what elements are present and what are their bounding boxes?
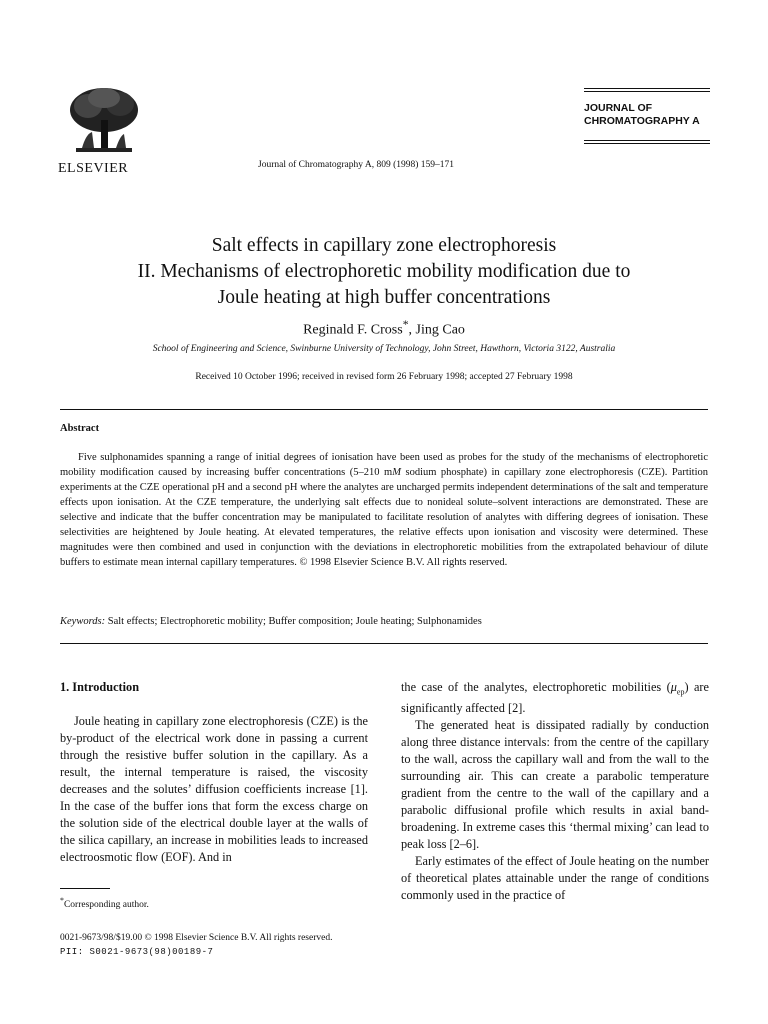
footnote-text: Corresponding author.	[63, 900, 149, 911]
intro-paragraph-1: Joule heating in capillary zone electrophoresis (CZE) is the by-product of the electrical work done in passing a current through the resistive buffer solution in the capillary. As a result, the internal temperature is raised, the viscosity decreases and the solutes’ diffusion coefficients increase [1]. In the case of the buffer ions that form the excess charge on the solution side of the electrical double layer at the walls of the silica capillary, an increase in mobilities leads to increased electroosmotic flow (EOF). And in	[60, 714, 368, 864]
para2-text-a: the case of the analytes, electrophoretic mobilities (	[401, 680, 671, 694]
publisher-name: ELSEVIER	[58, 161, 129, 176]
pii-value: S0021-9673(98)00189-7	[83, 947, 214, 957]
title-line-2: II. Mechanisms of electrophoretic mobility modification due to	[137, 261, 631, 282]
copyright-line: 0021-9673/98/$19.00 © 1998 Elsevier Science B.V. All rights reserved.	[60, 933, 333, 943]
mu-subscript: ep	[676, 687, 685, 697]
intro-paragraph-3: The generated heat is dissipated radially by conduction along three distance intervals: from the centre of the capillary to the wall, across the capillary wall and from the wall to the surrounding air. This can create a parabolic temperature gradient from the centre to the wall of the capillary and a parabolic diffusional profile which results in axial band-broadening. In extreme cases this ‘thermal mixing’ can lead to peak loss [2–6].	[401, 718, 709, 852]
abstract-text-1: Five sulphonamides spanning a range of initial degrees of ionisation have been used as probes for the study of the mechanisms of electrophoretic mobility modification caused by increasing buffer concentrations (5–210 m	[60, 452, 708, 478]
mu-symbol: μ	[670, 680, 677, 694]
elsevier-tree-icon	[66, 86, 142, 156]
elsevier-logo	[58, 86, 150, 177]
abstract-unit: M	[392, 467, 401, 478]
pii-line	[60, 945, 332, 959]
keywords-list: Salt effects; Electrophoretic mobility; Buffer composition; Joule heating; Sulphonamides	[105, 616, 482, 627]
keywords-label: Keywords:	[60, 616, 106, 627]
author-secondary: , Jing Cao	[408, 322, 465, 338]
left-column	[60, 679, 368, 866]
footnote-rule	[60, 888, 110, 889]
received-dates: Received 10 October 1996; received in revised form 26 February 1998; accepted 27 February 1998	[195, 372, 573, 382]
divider-bottom	[60, 643, 708, 644]
intro-paragraph-4: Early estimates of the effect of Joule heating on the number of theoretical plates attainable under the range of conditions commonly used in the practice of	[401, 854, 709, 903]
authors	[60, 318, 708, 339]
intro-paragraph-2	[401, 679, 709, 717]
journal-citation: Journal of Chromatography A, 809 (1998) 159–171	[258, 160, 455, 170]
author-primary: Reginald F. Cross	[303, 322, 403, 338]
corresponding-mark: *	[402, 318, 409, 331]
para2-text-b: ) are significantly affected [2].	[401, 680, 709, 716]
right-column	[401, 679, 709, 904]
journal-brand-line1: JOURNAL OF	[584, 102, 653, 114]
pii-label: PII:	[60, 947, 84, 957]
journal-brand-line2: CHROMATOGRAPHY A	[584, 115, 700, 127]
divider-top	[60, 409, 708, 410]
affiliation: School of Engineering and Science, Swinburne University of Technology, John Street, Hawthorn, Victoria 3122, Australia	[152, 344, 616, 354]
title-line-3: Joule heating at high buffer concentrations	[217, 287, 551, 308]
keywords	[60, 616, 708, 627]
article-title	[60, 233, 708, 311]
section-heading: 1. Introduction	[60, 680, 140, 694]
brand-rule-top	[584, 88, 710, 92]
title-line-1: Salt effects in capillary zone electrophoresis	[211, 235, 557, 256]
footnote	[60, 896, 149, 910]
abstract-text-2: sodium phosphate) in capillary zone electrophoresis (CZE). Partition experiments at the CZE operational pH and a second pH where the analytes are uncharged permits independent determinations of the salt and temperature effects upon ionisation. At the CZE temperature, the underlying salt effects due to nonideal solute–solvent interactions are demonstrated. These are selective and indicate that the buffer concentration may be manipulated to facilitate resolution of analytes with differing degrees of ionisation. These selectivities are heightened by Joule heating. At elevated temperatures, the relative effects upon ionisation and viscosity were determined. These magnitudes were then combined and used in conjunction with the deviations in electrophoretic mobilities from the extrapolated behaviour of dilute buffers to estimate mean internal capillary temperatures. © 1998 Elsevier Science B.V. All rights reserved.	[60, 467, 708, 568]
brand-rule-bottom	[584, 140, 710, 144]
abstract-body	[60, 450, 708, 570]
abstract-heading: Abstract	[60, 423, 100, 434]
footnote-mark: *	[60, 896, 64, 905]
page-footer	[60, 931, 332, 959]
journal-brand	[584, 88, 710, 144]
